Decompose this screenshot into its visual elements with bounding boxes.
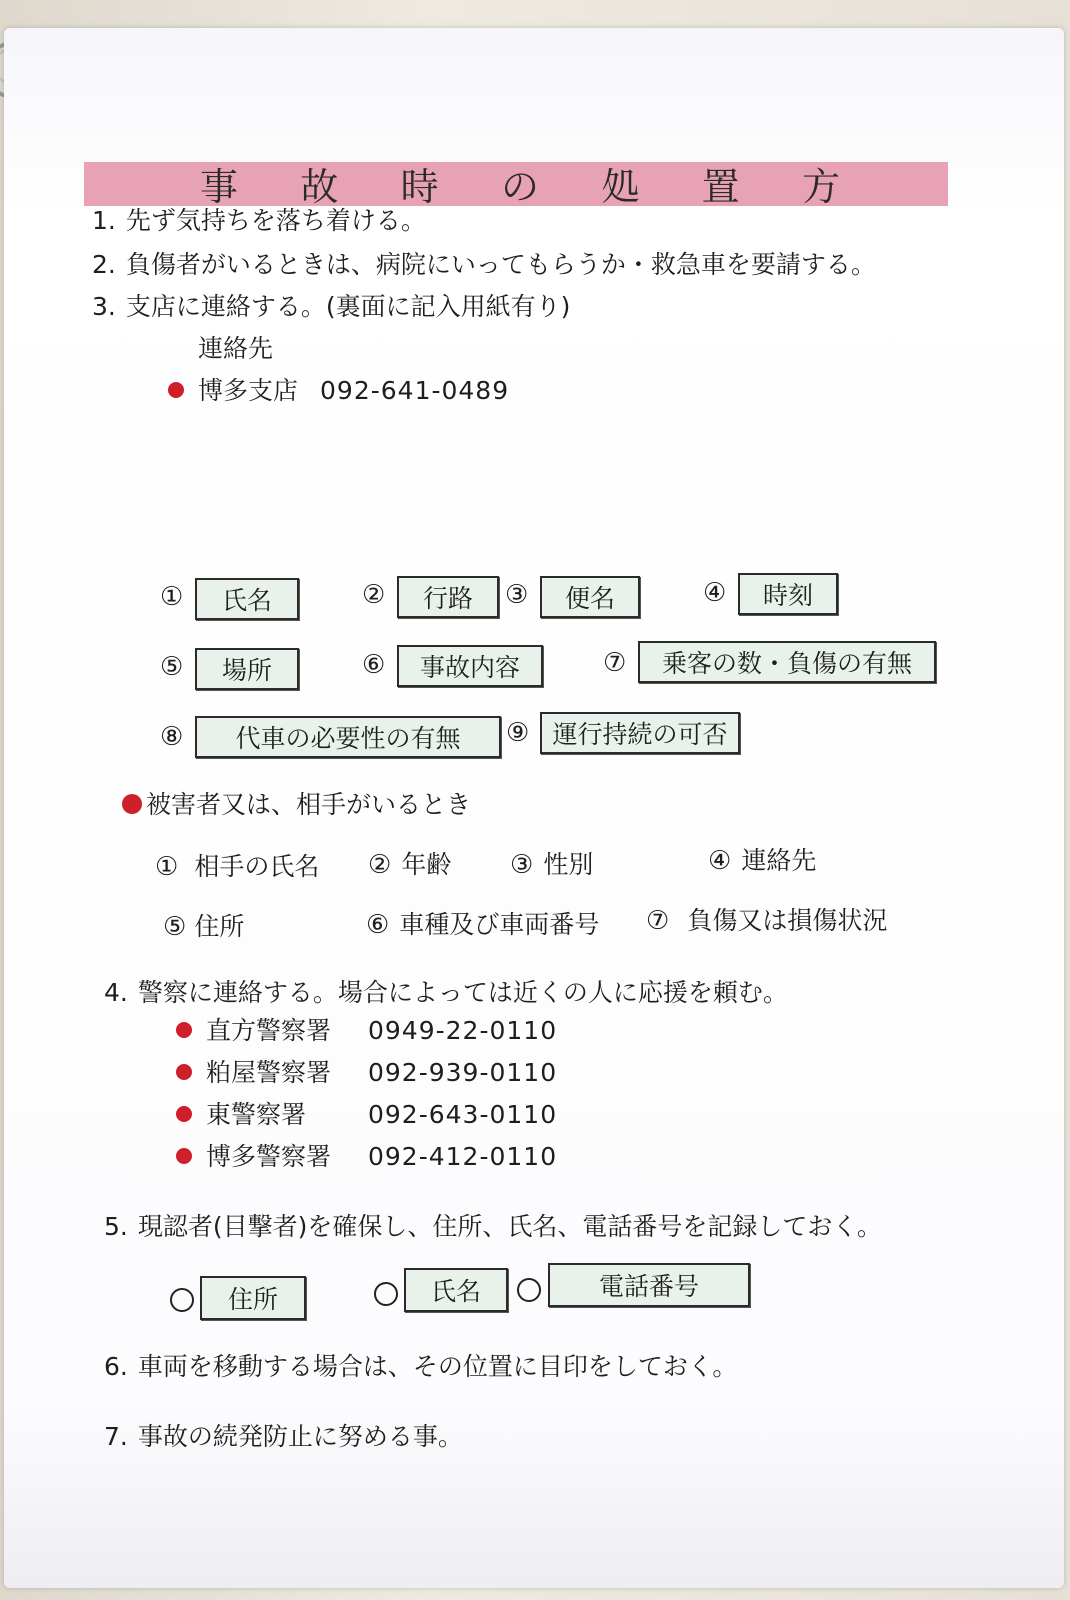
victim-item: ⑤ 住所	[163, 912, 245, 942]
step-6	[104, 1352, 737, 1382]
report-item-time: 時刻	[738, 573, 838, 615]
title-char: 置	[701, 164, 740, 209]
title-char: 方	[801, 164, 840, 209]
step-number: 1.	[92, 206, 116, 235]
title-char: の	[500, 164, 539, 209]
title-char: 処	[601, 164, 640, 209]
item-number: ①	[160, 582, 184, 612]
step-number: 7.	[104, 1422, 128, 1451]
item-number: ⑦	[603, 648, 627, 678]
step-4	[104, 978, 788, 1008]
police-station: 博多警察署 092-412-0110	[176, 1142, 557, 1172]
branch-contact	[168, 376, 509, 406]
branch-name: 博多支店	[198, 376, 299, 405]
step-text: 先ず気持ちを落ち着ける。	[125, 206, 426, 235]
report-item-passengers: 乗客の数・負傷の有無	[638, 641, 936, 683]
step-text: 現認者(目撃者)を確保し、住所、氏名、電話番号を記録しておく。	[137, 1212, 882, 1241]
step-1	[92, 206, 426, 236]
victim-item: ③ 性別	[510, 850, 594, 880]
red-bullet-icon	[176, 1022, 192, 1038]
report-item-replacement-vehicle: 代車の必要性の有無	[195, 716, 501, 758]
witness-field-address: 住所	[200, 1276, 306, 1320]
victim-item: ② 年齢	[368, 850, 452, 880]
step-number: 3.	[92, 292, 116, 321]
step-number: 5.	[104, 1212, 128, 1241]
police-station: 東警察署 092-643-0110	[176, 1100, 557, 1130]
police-station: 粕屋警察署 092-939-0110	[176, 1058, 557, 1088]
report-item-place: 場所	[195, 648, 299, 690]
empty-circle-icon	[517, 1278, 541, 1302]
item-number: ⑤	[160, 652, 184, 682]
step-text: 事故の続発防止に努める事。	[137, 1422, 463, 1451]
victim-heading: 被害者又は、相手がいるとき	[122, 790, 471, 820]
red-bullet-icon	[168, 382, 184, 398]
item-number: ⑥	[362, 650, 386, 680]
witness-field-name: 氏名	[404, 1268, 508, 1312]
step-7	[104, 1422, 463, 1452]
victim-item: ④ 連絡先	[708, 846, 817, 876]
step-number: 4.	[104, 978, 128, 1007]
step-text: 車両を移動する場合は、その位置に目印をしておく。	[137, 1352, 738, 1381]
title-char: 故	[300, 164, 339, 209]
report-item-service: 便名	[540, 576, 640, 618]
step-text: 警察に連絡する。場合によっては近くの人に応援を頼む。	[137, 978, 788, 1007]
victim-item: ⑦ 負傷又は損傷状況	[646, 906, 888, 936]
step-number: 2.	[92, 250, 116, 279]
witness-field-phone: 電話番号	[548, 1263, 750, 1307]
item-number: ⑨	[506, 718, 530, 748]
page-title	[84, 160, 948, 209]
item-number: ④	[703, 578, 727, 608]
step-text: 負傷者がいるときは、病院にいってもらうか・救急車を要請する。	[125, 250, 876, 279]
red-bullet-icon	[176, 1106, 192, 1122]
contact-label: 連絡先	[198, 334, 274, 363]
victim-item: ① 相手の氏名	[155, 852, 320, 882]
step-3	[92, 292, 570, 322]
red-bullet-icon	[176, 1064, 192, 1080]
victim-item: ⑥ 車種及び車両番号	[366, 910, 600, 940]
red-bullet-icon	[176, 1148, 192, 1164]
empty-circle-icon	[374, 1282, 398, 1306]
title-char: 時	[400, 164, 439, 209]
item-number: ⑧	[160, 722, 184, 752]
report-item-continue-operation: 運行持続の可否	[540, 712, 740, 754]
step-2	[92, 250, 876, 280]
report-item-route: 行路	[397, 576, 499, 618]
step-5	[104, 1212, 882, 1242]
step-text: 支店に連絡する。(裏面に記入用紙有り)	[125, 292, 571, 321]
title-char: 事	[200, 164, 239, 209]
report-item-accident-details: 事故内容	[397, 645, 543, 687]
report-item-name: 氏名	[195, 578, 299, 620]
item-number: ③	[505, 580, 529, 610]
item-number: ②	[362, 580, 386, 610]
red-bullet-icon	[122, 794, 142, 814]
branch-phone: 092-641-0489	[320, 376, 510, 405]
step-number: 6.	[104, 1352, 128, 1381]
empty-circle-icon	[170, 1288, 194, 1312]
police-station: 直方警察署 0949-22-0110	[176, 1016, 557, 1046]
